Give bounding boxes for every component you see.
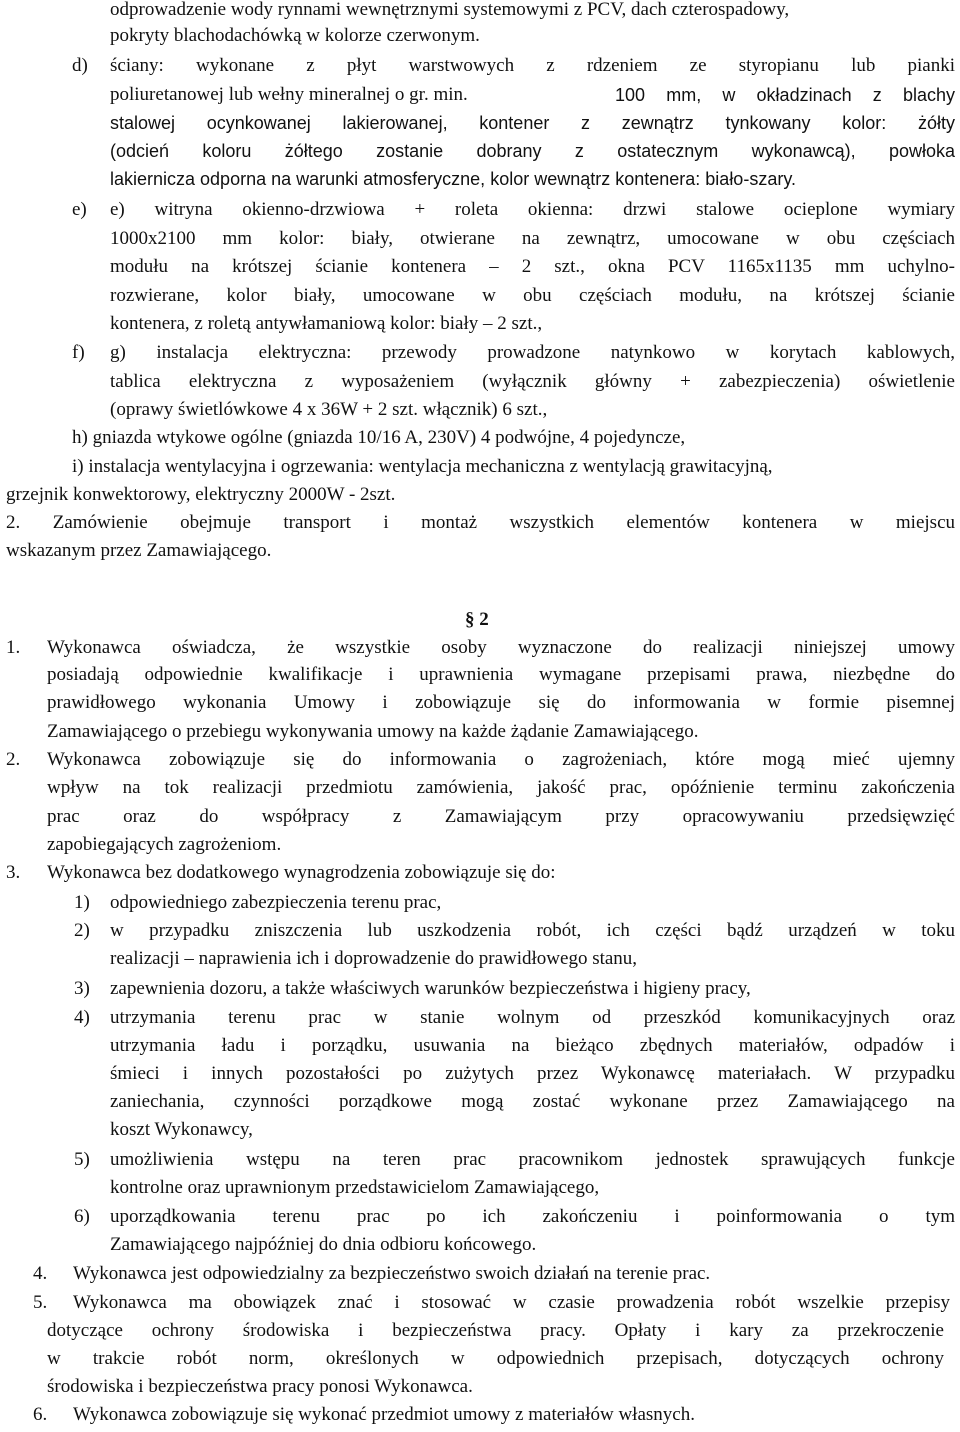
- text-line: utrzymania ładu i porządku, usuwania na bieżąco zbędnych materiałów, odpadów i: [110, 1035, 955, 1056]
- text-line: w trakcie robót norm, określonych w odpowiednich przepisach, dotyczących ochrony: [47, 1348, 944, 1369]
- section-item-6: [0, 1402, 960, 1428]
- list-item-e: [0, 197, 960, 223]
- section-heading-text: § 2: [465, 609, 489, 630]
- text-line: kontrolne oraz uprawnionym przedstawicielom Zamawiającego,: [110, 1177, 600, 1198]
- list-marker: f): [72, 342, 85, 363]
- section-item-1: [0, 635, 960, 661]
- sub-item-5: [0, 1147, 960, 1173]
- list-marker: 1): [74, 892, 90, 913]
- list-marker: 2): [74, 920, 90, 941]
- list-marker: 1.: [6, 637, 21, 658]
- text-line: prawidłowego wykonania Umowy i zobowiązuje się do informowania w formie pisemnej: [47, 692, 955, 713]
- text-line: środowiska i bezpieczeństwa pracy ponosi Wykonawca.: [47, 1376, 473, 1397]
- text-line: uporządkowania terenu prac po ich zakończeniu i poinformowania o tym: [110, 1206, 955, 1227]
- list-marker: d): [72, 55, 88, 76]
- section-heading: [0, 607, 960, 633]
- text-line: realizacji – naprawienia ich i doprowadzenie do prawidłowego stanu,: [110, 948, 638, 969]
- sub-item-1: [0, 890, 960, 916]
- text-line: Wykonawca zobowiązuje się do informowania o zagrożeniach, które mogą mieć ujemny: [47, 749, 955, 770]
- text-line: h) gniazda wtykowe ogólne (gniazda 10/16 A, 230V) 4 podwójne, 4 pojedyncze,: [72, 427, 686, 448]
- text-line: i) instalacja wentylacyjna i ogrzewania: wentylacja mechaniczna z wentylacją grawitacyjną,: [72, 456, 773, 477]
- text-line: 100 mm, w okładzinach z blachy: [615, 85, 955, 105]
- text-line: lakiernicza odporna na warunki atmosferyczne, kolor wewnątrz kontenera: biało-szary.: [110, 169, 796, 189]
- section-item-4: [0, 1261, 960, 1287]
- section-item-3: [0, 860, 960, 886]
- text-line: Wykonawca zobowiązuje się wykonać przedmiot umowy z materiałów własnych.: [73, 1404, 695, 1425]
- list-marker: 3): [74, 978, 90, 999]
- list-item-d: [0, 53, 960, 79]
- text-line: e) witryna okienno-drzwiowa + roleta okienna: drzwi stalowe ocieplone wymiary: [110, 199, 955, 220]
- text-line: ściany: wykonane z płyt warstwowych z rdzeniem ze styropianu lub pianki: [110, 55, 955, 76]
- list-marker: 4.: [33, 1263, 48, 1284]
- text-line: Wykonawca ma obowiązek znać i stosować w czasie prowadzenia robót wszelkie przepisy: [73, 1292, 950, 1313]
- text-line: pokryty blachodachówką w kolorze czerwonym.: [110, 25, 480, 46]
- list-marker: 5.: [33, 1292, 48, 1313]
- text-line: odprowadzenie wody rynnami wewnętrznymi systemowymi z PCV, dach czterospadowy,: [110, 0, 790, 20]
- text-line: wskazanym przez Zamawiającego.: [6, 540, 272, 561]
- text-line: (oprawy świetlówkowe 4 x 36W + 2 szt. włącznik) 6 szt.,: [110, 399, 548, 420]
- text-line: g) instalacja elektryczna: przewody prowadzone natynkowo w korytach kablowych,: [110, 342, 955, 363]
- sub-item-2: [0, 918, 960, 944]
- text-line: Wykonawca oświadcza, że wszystkie osoby wyznaczone do realizacji niniejszej umowy: [47, 637, 955, 658]
- text-line: poliuretanowej lub wełny mineralnej o gr. min.: [110, 84, 468, 105]
- text-line: utrzymania terenu prac w stanie wolnym od przeszkód komunikacyjnych oraz: [110, 1007, 955, 1028]
- text-line: grzejnik konwektorowy, elektryczny 2000W - 2szt.: [6, 484, 396, 505]
- text-line: odpowiedniego zabezpieczenia terenu prac,: [110, 892, 442, 913]
- text-line: śmieci i innych pozostałości po zużytych przez Wykonawcę materiałach. W przypadku: [110, 1063, 955, 1084]
- text-line: 2. Zamówienie obejmuje transport i montaż wszystkich elementów kontenera w miejscu: [6, 512, 955, 533]
- text-line: (odcień koloru żółtego zostanie dobrany z ostatecznym wykonawcą), powłoka: [110, 141, 955, 161]
- text-line: umożliwienia wstępu na teren prac pracownikom jednostek sprawujących funkcje: [110, 1149, 955, 1170]
- text-line: w przypadku zniszczenia lub uszkodzenia robót, ich części bądź urządzeń w toku: [110, 920, 955, 941]
- text-line: Zamawiającego o przebiegu wykonywania umowy na każde żądanie Zamawiającego.: [47, 721, 699, 742]
- list-item-f: [0, 340, 960, 366]
- text-line: 1000x2100 mm kolor: biały, otwierane na zewnątrz, umocowane w obu częściach: [110, 228, 955, 249]
- list-marker: 4): [74, 1007, 90, 1028]
- list-marker: 3.: [6, 862, 21, 883]
- text-line: prac oraz do współpracy z Zamawiającym przy opracowywaniu przedsięwzięć: [47, 806, 955, 827]
- list-marker: 5): [74, 1149, 90, 1170]
- sub-item-3: [0, 976, 960, 1002]
- sub-item-6: [0, 1204, 960, 1230]
- list-item-c-continuation: [0, 0, 960, 23]
- text-line: koszt Wykonawcy,: [110, 1119, 253, 1140]
- text-line: modułu na krótszej ścianie kontenera – 2 szt., okna PCV 1165x1135 mm uchylno-: [110, 256, 955, 277]
- paragraph-2: [0, 510, 960, 536]
- text-line: Wykonawca jest odpowiedzialny za bezpieczeństwo swoich działań na terenie prac.: [73, 1263, 711, 1284]
- list-marker: 6): [74, 1206, 90, 1227]
- text-line: zaniechania, czynności porządkowe mogą zostać wykonane przez Zamawiającego na: [110, 1091, 955, 1112]
- sub-item-4: [0, 1005, 960, 1031]
- text-line: posiadają odpowiednie kwalifikacje i uprawnienia wymagane przepisami prawa, niezbędne do: [47, 664, 955, 685]
- list-marker: e): [72, 199, 87, 220]
- text-line: zapobiegających zagrożeniom.: [47, 834, 282, 855]
- section-item-2: [0, 747, 960, 773]
- text-line: tablica elektryczna z wyposażeniem (wyłącznik główny + zabezpieczenia) oświetlenie: [110, 371, 955, 392]
- list-item-h: [0, 425, 960, 451]
- list-marker: 6.: [33, 1404, 48, 1425]
- text-line: rozwierane, kolor biały, umocowane w obu częściach modułu, na krótszej ścianie: [110, 285, 955, 306]
- text-line: dotyczące ochrony środowiska i bezpieczeństwa pracy. Opłaty i kary za przekroczenie: [47, 1320, 944, 1341]
- text-line: Zamawiającego najpóźniej do dnia odbioru końcowego.: [110, 1234, 537, 1255]
- text-line: wpływ na tok realizacji przedmiotu zamówienia, jakość prac, opóźnienie terminu zakończenia: [47, 777, 955, 798]
- text-line: zapewnienia dozoru, a także właściwych warunków bezpieczeństwa i higieny pracy,: [110, 978, 751, 999]
- list-marker: 2.: [6, 749, 21, 770]
- text-line: stalowej ocynkowanej lakierowanej, kontener z zewnątrz tynkowany kolor: żółty: [110, 113, 955, 133]
- section-item-5: [0, 1290, 960, 1316]
- list-item-i: [0, 454, 960, 480]
- text-line: Wykonawca bez dodatkowego wynagrodzenia zobowiązuje się do:: [47, 862, 556, 883]
- text-line: kontenera, z roletą antywłamaniową kolor: biały – 2 szt.,: [110, 313, 543, 334]
